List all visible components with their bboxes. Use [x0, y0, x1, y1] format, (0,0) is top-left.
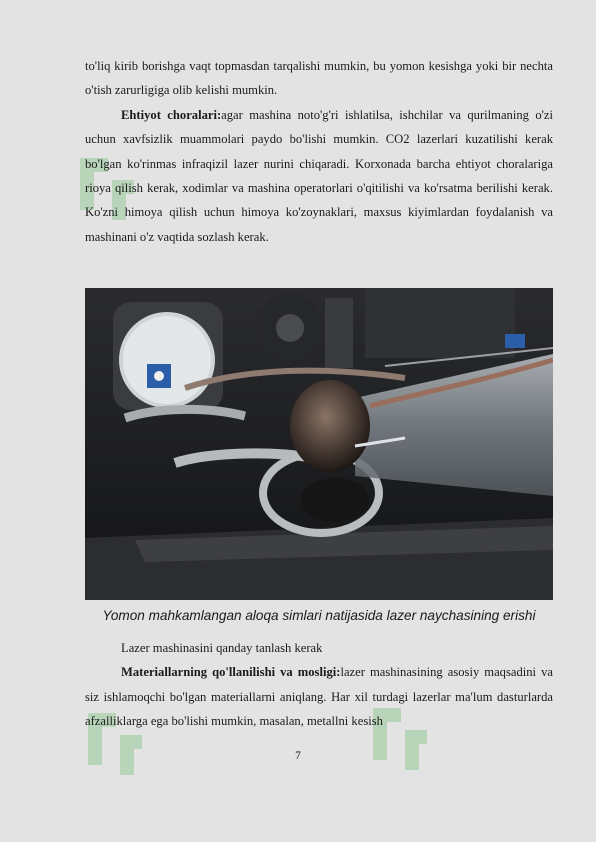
- text-block-top: [85, 54, 553, 249]
- text-block-bottom: [85, 636, 553, 734]
- laser-tube-photo-illustration: [85, 288, 553, 600]
- paragraph-intro: to'liq kirib borishga vaqt topmasdan tarqalishi mumkin, bu yomon kesishga yoki bir nechta o'tish zarurligiga olib kelishi mumkin.: [85, 59, 553, 98]
- page-number: 7: [295, 750, 301, 762]
- paragraph-materials: [85, 660, 553, 733]
- safety-heading: Ehtiyot choralari:: [121, 107, 222, 122]
- materials-heading: Materiallarning qo'llanilishi va mosligi:: [121, 665, 341, 680]
- paragraph-safety: [85, 103, 553, 249]
- section-title: Lazer mashinasini qanday tanlash kerak: [121, 641, 323, 655]
- materials-body: lazer mashinasining asosiy maqsadini va siz ishlamoqchi bo'lgan materiallarni aniqlang. Har xil turdagi lazerlar ma'lum dasturlarda afzalliklarga ega bo'lishi mumkin, masalan, metallni kesish: [85, 665, 553, 729]
- laser-tube-photo: [85, 288, 553, 600]
- safety-body: agar mashina noto'g'ri ishlatilsa, ishchilar va qurilmaning o'zi uchun xavfsizlik muammolari paydo bo'lishi mumkin. CO2 lazerlari kuzatilishi kerak bo'lgan ko'rinmas infraqizil lazer nurini chiqaradi. Korxonada barcha ehtiyot choralariga rioya qilish kerak, xodimlar va mashina operatorlari o'qitilishi va ko'rsatma berilishi kerak. Ko'zni himoya qilish uchun himoya ko'zoynaklari, maxsus kiyimlardan foydalanish va mashinani o'z vaqtida sozlash kerak.: [85, 107, 553, 244]
- figure-caption: Yomon mahkamlangan aloqa simlari natijasida lazer naychasining erishi: [102, 608, 536, 623]
